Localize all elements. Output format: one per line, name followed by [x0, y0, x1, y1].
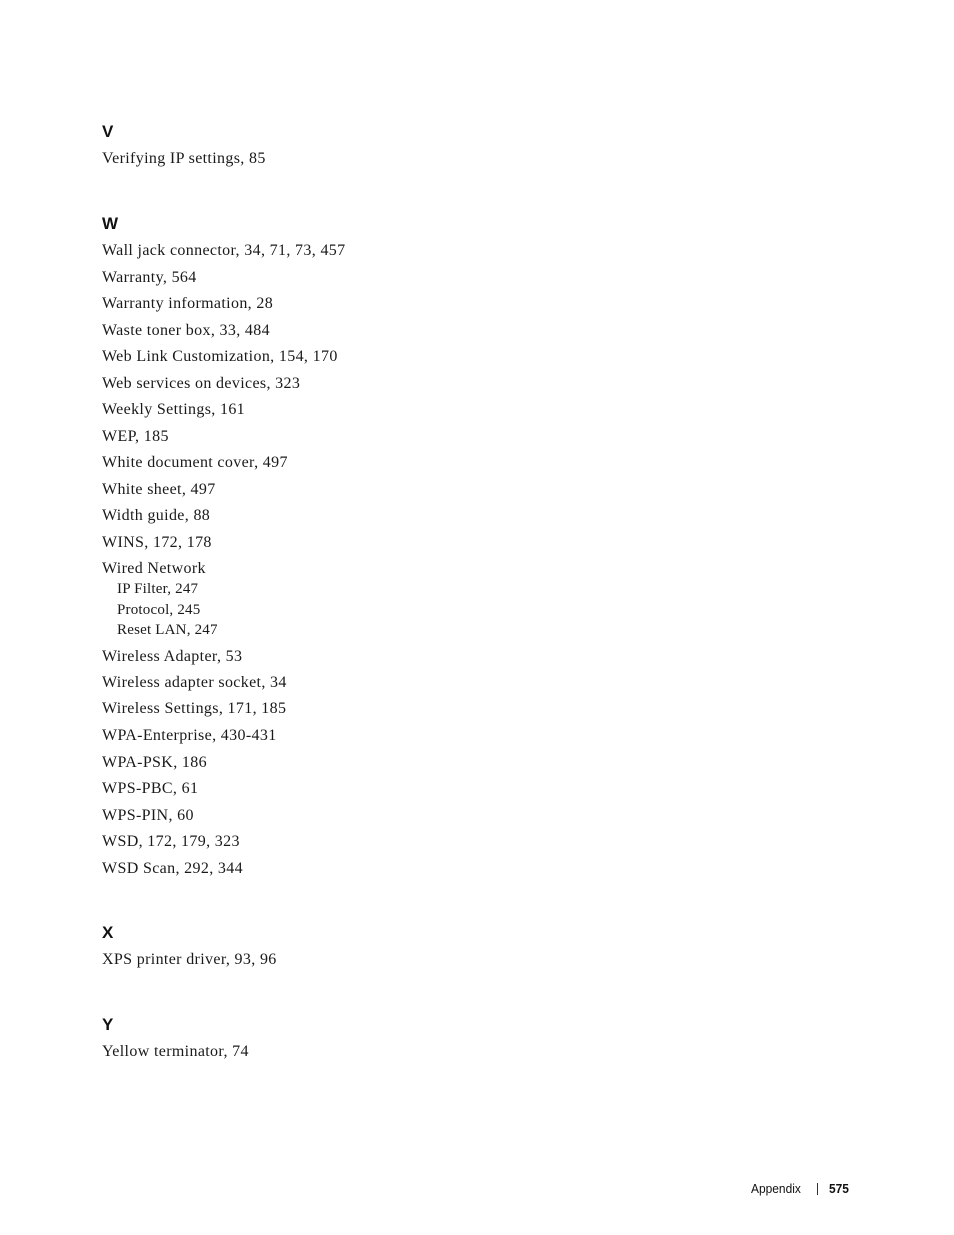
index-subentry: Reset LAN, 247	[117, 622, 218, 638]
index-entry: White document cover, 497	[102, 454, 288, 471]
index-entry: Yellow terminator, 74	[102, 1043, 249, 1060]
index-entry: WEP, 185	[102, 428, 169, 445]
index-entry: WSD Scan, 292, 344	[102, 860, 243, 877]
index-entry: WPA-PSK, 186	[102, 754, 207, 771]
index-entry: WPS-PBC, 61	[102, 780, 199, 797]
index-entry: Weekly Settings, 161	[102, 401, 246, 418]
section-heading-x: X	[102, 923, 114, 942]
section-heading-w: W	[102, 214, 119, 233]
index-entry: Wireless adapter socket, 34	[102, 674, 287, 691]
index-entry: WPS-PIN, 60	[102, 807, 194, 824]
footer-section-label: Appendix	[751, 1181, 801, 1196]
footer-separator	[817, 1183, 818, 1195]
page-number: 575	[829, 1181, 849, 1196]
index-entry: Width guide, 88	[102, 507, 211, 524]
section-heading-v: V	[102, 122, 114, 141]
index-entry: Wireless Settings, 171, 185	[102, 700, 287, 717]
index-subentry: IP Filter, 247	[117, 581, 199, 597]
index-entry-wired-network: Wired Network	[102, 560, 206, 577]
index-entry: WPA-Enterprise, 430-431	[102, 727, 277, 744]
index-entry: Web Link Customization, 154, 170	[102, 348, 338, 365]
index-entry: Web services on devices, 323	[102, 375, 301, 392]
index-entry: XPS printer driver, 93, 96	[102, 951, 277, 968]
index-entry: White sheet, 497	[102, 481, 216, 498]
index-entry: Warranty information, 28	[102, 295, 274, 312]
index-entry: Wall jack connector, 34, 71, 73, 457	[102, 242, 346, 259]
index-entry: WSD, 172, 179, 323	[102, 833, 240, 850]
index-subentry: Protocol, 245	[117, 602, 201, 618]
section-heading-y: Y	[102, 1015, 114, 1034]
index-entry: Wireless Adapter, 53	[102, 648, 243, 665]
index-entry: Warranty, 564	[102, 269, 197, 286]
index-entry: WINS, 172, 178	[102, 534, 212, 551]
index-entry: Waste toner box, 33, 484	[102, 322, 270, 339]
index-entry: Verifying IP settings, 85	[102, 150, 266, 167]
